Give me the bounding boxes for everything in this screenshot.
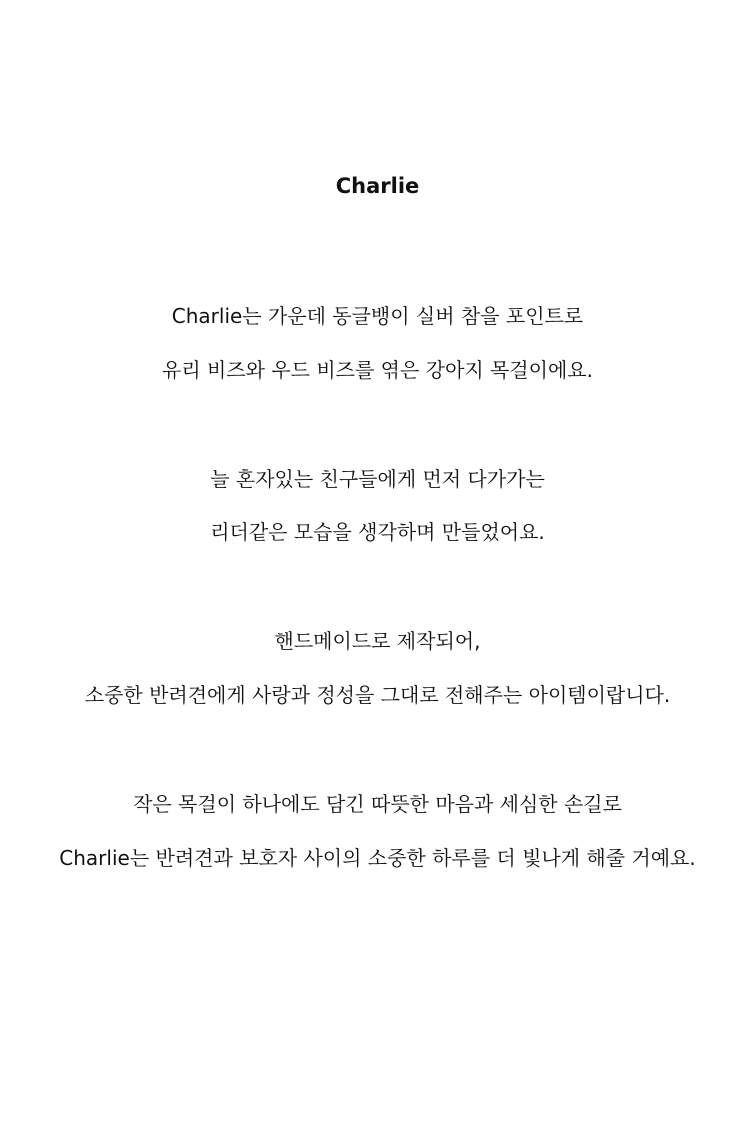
description-line: Charlie는 반려견과 보호자 사이의 소중한 하루를 더 빛나게 해줄 거예요. bbox=[59, 846, 696, 870]
description-line: 작은 목걸이 하나에도 담긴 따뜻한 마음과 세심한 손길로 bbox=[133, 792, 622, 816]
description-line: Charlie는 가운데 동글뱅이 실버 참을 포인트로 bbox=[171, 304, 584, 328]
description-line: 소중한 반려견에게 사랑과 정성을 그대로 전해주는 아이템이랍니다. bbox=[84, 683, 671, 707]
description-line: 리더같은 모습을 생각하며 만들었어요. bbox=[210, 520, 545, 544]
product-title: Charlie bbox=[335, 174, 420, 198]
description-line: 핸드메이드로 제작되어, bbox=[274, 629, 481, 653]
description-line: 유리 비즈와 우드 비즈를 엮은 강아지 목걸이에요. bbox=[162, 358, 593, 382]
description-line: 늘 혼자있는 친구들에게 먼저 다가가는 bbox=[210, 467, 545, 491]
